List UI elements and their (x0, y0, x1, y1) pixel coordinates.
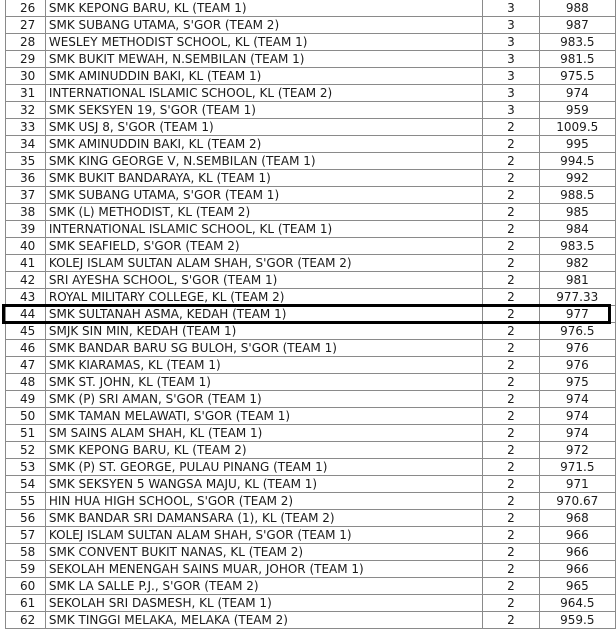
tier-cell: 2 (483, 493, 539, 510)
tier-cell: 2 (483, 289, 539, 306)
table-row (6, 68, 616, 85)
table-row (6, 153, 616, 170)
rank-cell: 55 (6, 493, 46, 510)
rank-cell: 38 (6, 204, 46, 221)
rank-cell: 46 (6, 340, 46, 357)
school-cell: INTERNATIONAL ISLAMIC SCHOOL, KL (TEAM 1) (45, 221, 483, 238)
table-row (6, 510, 616, 527)
rank-cell: 62 (6, 612, 46, 629)
school-cell: SMK BUKIT MEWAH, N.SEMBILAN (TEAM 1) (45, 51, 483, 68)
rank-cell: 57 (6, 527, 46, 544)
school-cell: SMK KEPONG BARU, KL (TEAM 2) (45, 442, 483, 459)
table-row (6, 578, 616, 595)
score-cell: 982 (539, 255, 615, 272)
table-row (6, 204, 616, 221)
score-cell: 1009.5 (539, 119, 615, 136)
tier-cell: 2 (483, 425, 539, 442)
tier-cell: 2 (483, 510, 539, 527)
tier-cell: 3 (483, 34, 539, 51)
school-cell: SMK TAMAN MELAWATI, S'GOR (TEAM 1) (45, 408, 483, 425)
table-row (6, 306, 616, 323)
score-cell: 974 (539, 408, 615, 425)
rank-cell: 60 (6, 578, 46, 595)
tier-cell: 2 (483, 357, 539, 374)
table-row (6, 238, 616, 255)
table-row (6, 544, 616, 561)
school-cell: SM SAINS ALAM SHAH, KL (TEAM 1) (45, 425, 483, 442)
rank-cell: 27 (6, 17, 46, 34)
tier-cell: 2 (483, 544, 539, 561)
school-cell: KOLEJ ISLAM SULTAN ALAM SHAH, S'GOR (TEAM 2) (45, 255, 483, 272)
rank-cell: 47 (6, 357, 46, 374)
tier-cell: 3 (483, 0, 539, 17)
score-cell: 988 (539, 0, 615, 17)
school-cell: SEKOLAH MENENGAH SAINS MUAR, JOHOR (TEAM 1) (45, 561, 483, 578)
rank-cell: 41 (6, 255, 46, 272)
score-cell: 971 (539, 476, 615, 493)
school-cell: SMK (L) METHODIST, KL (TEAM 2) (45, 204, 483, 221)
school-cell: KOLEJ ISLAM SULTAN ALAM SHAH, S'GOR (TEAM 1) (45, 527, 483, 544)
score-cell: 983.5 (539, 34, 615, 51)
school-cell: SMK KING GEORGE V, N.SEMBILAN (TEAM 1) (45, 153, 483, 170)
tier-cell: 2 (483, 238, 539, 255)
rank-cell: 48 (6, 374, 46, 391)
score-cell: 981 (539, 272, 615, 289)
score-cell: 985 (539, 204, 615, 221)
table-row (6, 289, 616, 306)
rank-cell: 44 (6, 306, 46, 323)
school-cell: SMK SUBANG UTAMA, S'GOR (TEAM 2) (45, 17, 483, 34)
rank-cell: 52 (6, 442, 46, 459)
rank-cell: 30 (6, 68, 46, 85)
score-cell: 988.5 (539, 187, 615, 204)
table-row (6, 136, 616, 153)
school-cell: SMK TINGGI MELAKA, MELAKA (TEAM 2) (45, 612, 483, 629)
score-cell: 975.5 (539, 68, 615, 85)
tier-cell: 2 (483, 170, 539, 187)
tier-cell: 3 (483, 102, 539, 119)
tier-cell: 2 (483, 323, 539, 340)
table-row (6, 374, 616, 391)
table-row (6, 476, 616, 493)
score-cell: 974 (539, 425, 615, 442)
score-cell: 959 (539, 102, 615, 119)
table-row (6, 357, 616, 374)
tier-cell: 2 (483, 204, 539, 221)
rank-cell: 26 (6, 0, 46, 17)
table-row (6, 221, 616, 238)
school-cell: SMK SEKSYEN 19, S'GOR (TEAM 1) (45, 102, 483, 119)
results-table (5, 0, 616, 629)
school-cell: SMK SEAFIELD, S'GOR (TEAM 2) (45, 238, 483, 255)
tier-cell: 2 (483, 527, 539, 544)
rank-cell: 50 (6, 408, 46, 425)
score-cell: 975 (539, 374, 615, 391)
score-cell: 977 (539, 306, 615, 323)
tier-cell: 3 (483, 51, 539, 68)
rank-cell: 56 (6, 510, 46, 527)
score-cell: 981.5 (539, 51, 615, 68)
rank-cell: 49 (6, 391, 46, 408)
table-row (6, 595, 616, 612)
tier-cell: 2 (483, 561, 539, 578)
rank-cell: 59 (6, 561, 46, 578)
tier-cell: 2 (483, 272, 539, 289)
rank-cell: 42 (6, 272, 46, 289)
tier-cell: 2 (483, 187, 539, 204)
table-row (6, 425, 616, 442)
score-cell: 995 (539, 136, 615, 153)
score-cell: 976 (539, 340, 615, 357)
score-cell: 976 (539, 357, 615, 374)
score-cell: 971.5 (539, 459, 615, 476)
tier-cell: 2 (483, 442, 539, 459)
table-row (6, 0, 616, 17)
rank-cell: 29 (6, 51, 46, 68)
score-cell: 964.5 (539, 595, 615, 612)
results-table-body (6, 0, 616, 629)
tier-cell: 2 (483, 374, 539, 391)
table-row (6, 340, 616, 357)
score-cell: 970.67 (539, 493, 615, 510)
score-cell: 972 (539, 442, 615, 459)
tier-cell: 3 (483, 17, 539, 34)
tier-cell: 2 (483, 136, 539, 153)
school-cell: SMK CONVENT BUKIT NANAS, KL (TEAM 2) (45, 544, 483, 561)
tier-cell: 2 (483, 306, 539, 323)
table-row (6, 391, 616, 408)
score-cell: 992 (539, 170, 615, 187)
tier-cell: 2 (483, 408, 539, 425)
school-cell: SMK (P) ST. GEORGE, PULAU PINANG (TEAM 1) (45, 459, 483, 476)
rank-cell: 54 (6, 476, 46, 493)
score-cell: 977.33 (539, 289, 615, 306)
score-cell: 959.5 (539, 612, 615, 629)
school-cell: SMK SULTANAH ASMA, KEDAH (TEAM 1) (45, 306, 483, 323)
tier-cell: 2 (483, 578, 539, 595)
table-row (6, 119, 616, 136)
school-cell: SMK (P) SRI AMAN, S'GOR (TEAM 1) (45, 391, 483, 408)
score-cell: 966 (539, 544, 615, 561)
tier-cell: 2 (483, 255, 539, 272)
table-row (6, 272, 616, 289)
rank-cell: 40 (6, 238, 46, 255)
tier-cell: 3 (483, 68, 539, 85)
table-row (6, 255, 616, 272)
school-cell: HIN HUA HIGH SCHOOL, S'GOR (TEAM 2) (45, 493, 483, 510)
table-row (6, 34, 616, 51)
school-cell: ROYAL MILITARY COLLEGE, KL (TEAM 2) (45, 289, 483, 306)
school-cell: SMK SUBANG UTAMA, S'GOR (TEAM 1) (45, 187, 483, 204)
table-row (6, 408, 616, 425)
score-cell: 965 (539, 578, 615, 595)
school-cell: SRI AYESHA SCHOOL, S'GOR (TEAM 1) (45, 272, 483, 289)
score-cell: 994.5 (539, 153, 615, 170)
school-cell: SMK USJ 8, S'GOR (TEAM 1) (45, 119, 483, 136)
rank-cell: 58 (6, 544, 46, 561)
rank-cell: 32 (6, 102, 46, 119)
rank-cell: 33 (6, 119, 46, 136)
score-cell: 974 (539, 85, 615, 102)
score-cell: 966 (539, 527, 615, 544)
table-row (6, 527, 616, 544)
rank-cell: 39 (6, 221, 46, 238)
rank-cell: 28 (6, 34, 46, 51)
tier-cell: 2 (483, 459, 539, 476)
score-cell: 976.5 (539, 323, 615, 340)
score-cell: 968 (539, 510, 615, 527)
tier-cell: 2 (483, 391, 539, 408)
school-cell: SMK KEPONG BARU, KL (TEAM 1) (45, 0, 483, 17)
score-cell: 983.5 (539, 238, 615, 255)
school-cell: SMK KIARAMAS, KL (TEAM 1) (45, 357, 483, 374)
table-row (6, 85, 616, 102)
school-cell: SEKOLAH SRI DASMESH, KL (TEAM 1) (45, 595, 483, 612)
table-row (6, 459, 616, 476)
school-cell: SMK SEKSYEN 5 WANGSA MAJU, KL (TEAM 1) (45, 476, 483, 493)
table-row (6, 170, 616, 187)
school-cell: SMK BUKIT BANDARAYA, KL (TEAM 1) (45, 170, 483, 187)
tier-cell: 2 (483, 221, 539, 238)
table-row (6, 442, 616, 459)
table-row (6, 51, 616, 68)
tier-cell: 2 (483, 595, 539, 612)
school-cell: SMK BANDAR BARU SG BULOH, S'GOR (TEAM 1) (45, 340, 483, 357)
rank-cell: 31 (6, 85, 46, 102)
school-cell: SMK LA SALLE P.J., S'GOR (TEAM 2) (45, 578, 483, 595)
rank-cell: 61 (6, 595, 46, 612)
rank-cell: 43 (6, 289, 46, 306)
table-row (6, 612, 616, 629)
school-cell: SMK ST. JOHN, KL (TEAM 1) (45, 374, 483, 391)
school-cell: SMJK SIN MIN, KEDAH (TEAM 1) (45, 323, 483, 340)
tier-cell: 2 (483, 340, 539, 357)
tier-cell: 2 (483, 153, 539, 170)
table-row (6, 561, 616, 578)
tier-cell: 2 (483, 612, 539, 629)
table-row (6, 323, 616, 340)
score-cell: 987 (539, 17, 615, 34)
score-cell: 966 (539, 561, 615, 578)
tier-cell: 2 (483, 119, 539, 136)
score-cell: 974 (539, 391, 615, 408)
table-row (6, 493, 616, 510)
school-cell: INTERNATIONAL ISLAMIC SCHOOL, KL (TEAM 2) (45, 85, 483, 102)
tier-cell: 2 (483, 476, 539, 493)
rank-cell: 37 (6, 187, 46, 204)
school-cell: SMK AMINUDDIN BAKI, KL (TEAM 2) (45, 136, 483, 153)
rank-cell: 36 (6, 170, 46, 187)
score-cell: 984 (539, 221, 615, 238)
school-cell: WESLEY METHODIST SCHOOL, KL (TEAM 1) (45, 34, 483, 51)
table-row (6, 102, 616, 119)
rank-cell: 45 (6, 323, 46, 340)
rank-cell: 34 (6, 136, 46, 153)
rank-cell: 35 (6, 153, 46, 170)
school-cell: SMK AMINUDDIN BAKI, KL (TEAM 1) (45, 68, 483, 85)
rank-cell: 53 (6, 459, 46, 476)
school-cell: SMK BANDAR SRI DAMANSARA (1), KL (TEAM 2) (45, 510, 483, 527)
table-row (6, 17, 616, 34)
tier-cell: 3 (483, 85, 539, 102)
rank-cell: 51 (6, 425, 46, 442)
table-row (6, 187, 616, 204)
